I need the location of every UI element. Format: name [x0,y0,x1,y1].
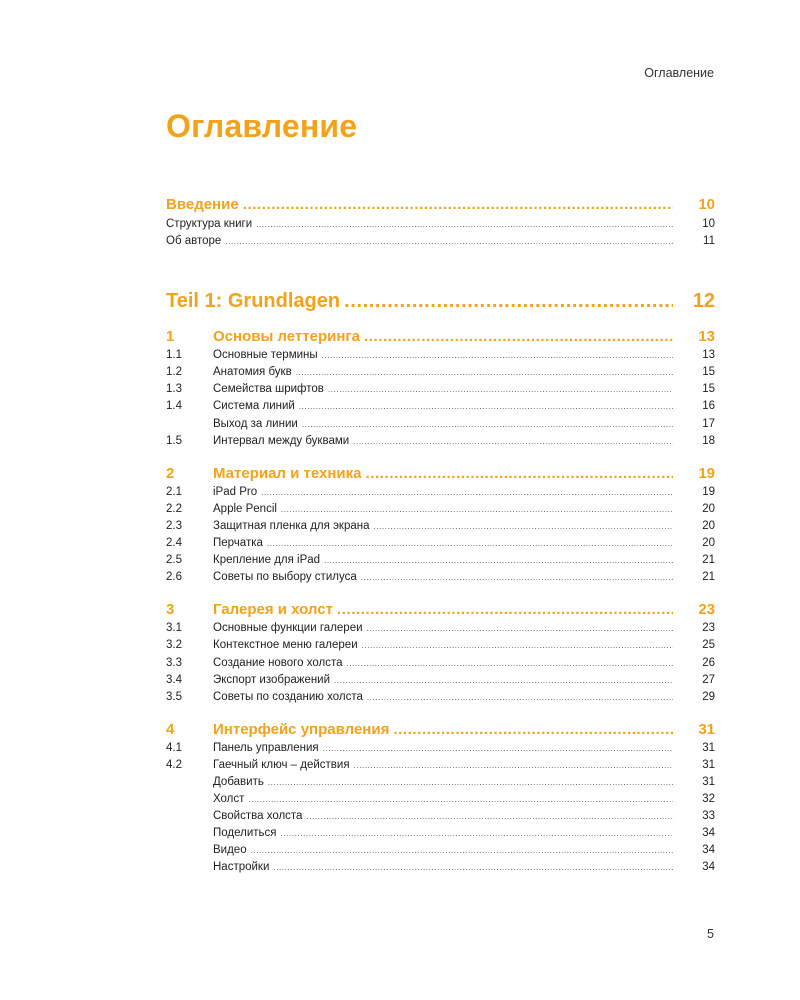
dot-leader [225,233,673,250]
toc-page-number: 27 [702,673,715,686]
dot-leader [267,535,673,552]
dot-leader [281,501,673,518]
toc-chapter-heading[interactable] [166,464,715,484]
toc-chapter-heading[interactable] [166,600,715,620]
toc-section-number: 3.4 [166,673,182,686]
dot-leader [248,791,673,808]
toc-page-number: 21 [702,571,715,584]
toc-entry[interactable] [166,620,715,637]
toc-page-number: 18 [702,434,715,447]
dot-leader [281,825,673,842]
toc-section-number: 1.4 [166,400,182,413]
toc-chapter-number: 1 [166,328,175,346]
dot-leader [243,194,673,216]
toc-page-number: 31 [698,720,715,738]
dot-leader [322,347,673,364]
toc-entry-label: Свойства холста [213,810,303,823]
dot-leader [273,859,673,876]
toc-entry[interactable] [166,569,715,586]
toc-page-number: 31 [702,775,715,788]
toc-entry-label: Экспорт изображений [213,673,331,686]
toc-entry[interactable] [166,808,715,825]
toc-entry-label: Семейства шрифтов [213,383,324,396]
toc-page-number: 13 [698,328,715,346]
toc-section-number: 2.6 [166,571,182,584]
toc-entry[interactable] [166,774,715,791]
toc-entry-label: Панель управления [213,741,319,754]
toc-entry-label: Создание нового холста [213,656,343,669]
toc-page-number: 21 [702,554,715,567]
dot-leader [261,484,673,501]
toc-entry[interactable] [166,381,715,398]
dot-leader [324,552,673,569]
toc-entry[interactable] [166,416,715,433]
toc-page-number: 23 [698,601,715,619]
dot-leader [299,398,673,415]
dot-leader [256,216,673,233]
toc-chapter-heading[interactable] [166,720,715,740]
dot-leader [364,327,673,347]
toc-entry-label: Поделиться [213,827,277,840]
dot-leader [337,600,673,620]
toc-section-number: 4.1 [166,741,182,754]
toc-entry-label: Об авторе [166,235,222,248]
toc-page-number: 20 [702,537,715,550]
dot-leader [344,286,673,316]
dot-leader [268,774,673,791]
toc-page-number: 15 [702,383,715,396]
toc-entry-label: Интерфейс управления [213,720,390,738]
dot-leader [354,757,673,774]
toc-page-number: 10 [702,218,715,230]
toc-page-number: 20 [702,519,715,532]
toc-page-number: 23 [702,622,715,635]
toc-entry[interactable] [166,842,715,859]
dot-leader [346,655,673,672]
toc-section-number: 2.4 [166,537,182,550]
toc-page-number: 10 [698,196,715,213]
page-number: 5 [707,927,714,941]
toc-entry[interactable] [166,484,715,501]
toc-page-number: 19 [702,485,715,498]
toc-entry-label: Добавить [213,775,264,788]
toc-chapter-number: 2 [166,464,175,482]
dot-leader [367,689,673,706]
toc-entry[interactable] [166,740,715,757]
toc-page-number: 33 [702,810,715,823]
toc-entry-label: Основные термины [213,349,318,362]
toc-page-number: 31 [702,741,715,754]
dot-leader [374,518,673,535]
toc-entry-label: Структура книги [166,218,253,230]
toc-page-number: 34 [702,844,715,857]
toc-section-number: 3.2 [166,639,182,652]
table-of-contents [166,194,715,877]
toc-entry-label: Apple Pencil [213,502,277,515]
toc-intro-heading[interactable] [166,194,715,216]
toc-entry-label: Материал и техника [213,464,362,482]
toc-section-number: 2.5 [166,554,182,567]
toc-entry[interactable] [166,347,715,364]
toc-page-number: 12 [692,290,715,313]
toc-page-number: 34 [702,861,715,874]
toc-entry-label: Холст [213,793,245,806]
toc-page-number: 15 [702,366,715,379]
toc-page-number: 25 [702,639,715,652]
toc-page-number: 19 [698,464,715,482]
dot-leader [251,842,673,859]
toc-page-number: 31 [702,758,715,771]
page-title: Оглавление [166,108,358,144]
toc-entry[interactable] [166,672,715,689]
toc-page-number: 32 [702,793,715,806]
toc-entry[interactable] [166,791,715,808]
toc-entry-label: Анатомия букв [213,366,292,379]
running-header: Оглавление [644,66,714,80]
toc-entry-label: Введение [166,196,239,213]
toc-entry[interactable] [166,233,715,250]
toc-entry[interactable] [166,689,715,706]
toc-entry-label: Видео [213,844,247,857]
toc-entry[interactable] [166,501,715,518]
toc-section-number: 2.3 [166,519,182,532]
toc-section-number: 3.3 [166,656,182,669]
toc-page-number: 11 [703,235,715,248]
toc-page-number: 29 [702,690,715,703]
toc-page-number: 34 [702,827,715,840]
toc-page-number: 16 [702,400,715,413]
toc-entry-label: Основы леттеринга [213,328,360,346]
toc-section-number: 1.3 [166,383,182,396]
dot-leader [334,672,673,689]
dot-leader [328,381,673,398]
toc-page-number: 20 [702,502,715,515]
dot-leader [302,416,673,433]
toc-entry[interactable] [166,518,715,535]
toc-entry[interactable] [166,364,715,381]
toc-entry-label: Контекстное меню галереи [213,639,358,652]
toc-section-number: 1.5 [166,434,182,447]
toc-entry[interactable] [166,216,715,233]
toc-section-number: 1.2 [166,366,182,379]
toc-entry[interactable] [166,552,715,569]
toc-page-number: 17 [702,417,715,430]
toc-page-number: 13 [702,349,715,362]
dot-leader [367,620,673,637]
toc-page-number: 26 [702,656,715,669]
toc-entry-label: Система линий [213,400,295,413]
toc-section-number: 2.2 [166,502,182,515]
toc-entry[interactable] [166,859,715,876]
toc-entry-label: Крепление для iPad [213,554,321,567]
dot-leader [296,364,673,381]
toc-entry-label: Выход за линии [213,417,298,430]
toc-entry[interactable] [166,535,715,552]
toc-section-number: 2.1 [166,485,182,498]
dot-leader [323,740,673,757]
toc-entry[interactable] [166,825,715,842]
toc-section-number: 4.2 [166,758,182,771]
toc-entry-label: Защитная пленка для экрана [213,519,370,532]
dot-leader [365,464,673,484]
toc-chapter-number: 4 [166,720,175,738]
toc-entry[interactable] [166,433,715,450]
toc-entry-label: Настройки [213,861,270,874]
toc-entry-label: Основные функции галереи [213,622,363,635]
toc-section-number: 3.5 [166,690,182,703]
toc-entry[interactable] [166,398,715,415]
toc-section-number: 1.1 [166,349,182,362]
toc-chapter-heading[interactable] [166,327,715,347]
dot-leader [362,637,673,654]
toc-entry-label: Интервал между буквами [213,434,350,447]
toc-entry-label: Teil 1: Grundlagen [166,290,341,313]
toc-entry-label: iPad Pro [213,485,258,498]
dot-leader [306,808,673,825]
dot-leader [353,433,673,450]
toc-entry-label: Советы по выбору стилуса [213,571,357,584]
toc-entry[interactable] [166,637,715,654]
toc-entry-label: Галерея и холст [213,601,333,619]
dot-leader [393,720,673,740]
toc-entry[interactable] [166,655,715,672]
toc-section-number: 3.1 [166,622,182,635]
toc-part-heading[interactable] [166,286,715,316]
toc-chapter-number: 3 [166,601,175,619]
toc-entry[interactable] [166,757,715,774]
dot-leader [361,569,673,586]
toc-entry-label: Гаечный ключ – действия [213,758,350,771]
toc-entry-label: Советы по созданию холста [213,690,363,703]
toc-entry-label: Перчатка [213,537,263,550]
